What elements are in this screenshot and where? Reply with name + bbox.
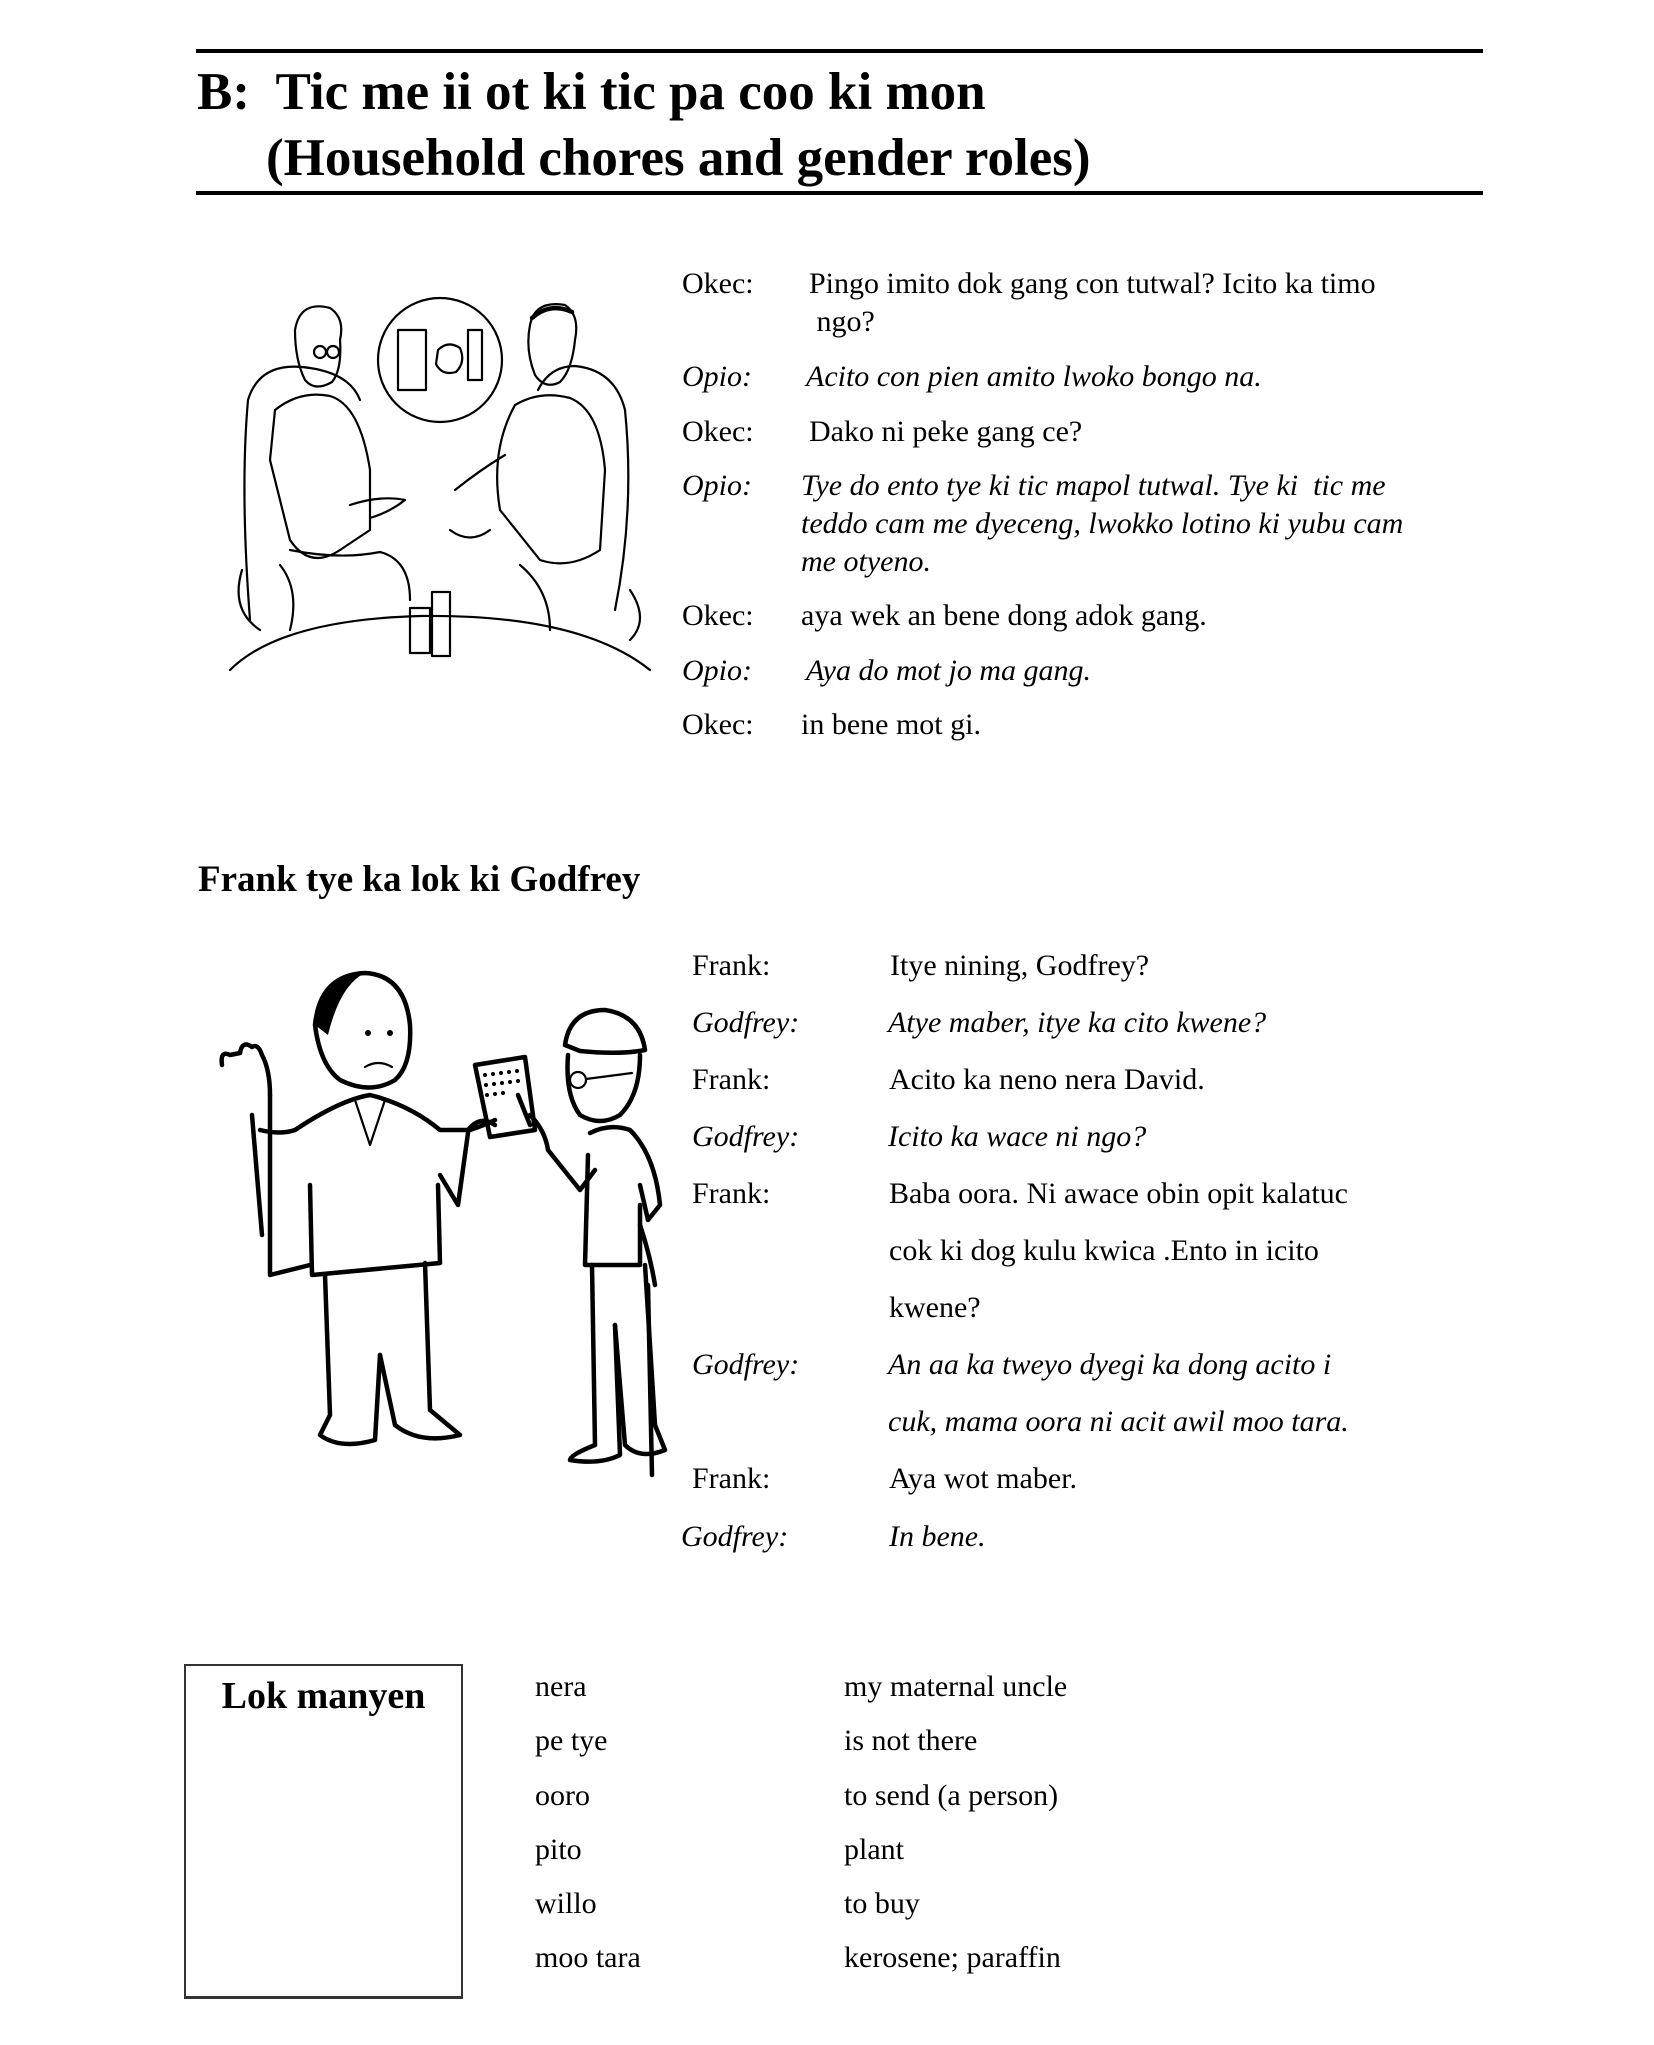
dialogue-line: cuk, mama oora ni acit awil moo tara. <box>888 1405 1349 1438</box>
two-men-with-paper-icon <box>200 955 670 1500</box>
dialogue-line: in bene mot gi. <box>801 708 981 741</box>
speaker-label: Frank: <box>692 1063 771 1096</box>
speaker-label: Opio: <box>682 654 752 687</box>
speaker-label: Okec: <box>682 415 754 448</box>
vocab-meaning: to buy <box>844 1887 920 1920</box>
dialogue-line: Dako ni peke gang ce? <box>809 415 1083 448</box>
dialogue-line: Icito ka wace ni ngo? <box>888 1120 1147 1153</box>
vocabulary-title: Lok manyen <box>221 1675 426 1717</box>
dialogue-line: Aya wot maber. <box>889 1462 1078 1495</box>
vocab-term: moo tara <box>535 1941 641 1974</box>
speaker-label: Frank: <box>692 1177 771 1210</box>
vocabulary-box <box>184 1664 463 1999</box>
speaker-label: Godfrey: <box>692 1348 800 1381</box>
dialogue-line: aya wek an bene dong adok gang. <box>801 599 1207 632</box>
two-men-talking-icon <box>220 290 660 690</box>
speaker-label: Okec: <box>682 708 754 741</box>
speaker-label: Opio: <box>682 360 752 393</box>
dialogue-line: In bene. <box>889 1520 986 1553</box>
vocab-meaning: to send (a person) <box>844 1779 1059 1812</box>
speaker-label: Okec: <box>682 599 754 632</box>
speaker-label: Frank: <box>692 1462 771 1495</box>
vocab-meaning: plant <box>844 1833 904 1866</box>
dialogue-line: Pingo imito dok gang con tutwal? Icito ka timo <box>809 267 1376 300</box>
dialogue-line: ngo? <box>809 305 875 338</box>
page-title-line1: B: Tic me ii ot ki tic pa coo ki mon <box>197 63 986 121</box>
dialogue-line: Atye maber, itye ka cito kwene? <box>888 1006 1267 1039</box>
dialogue-line: kwene? <box>889 1291 981 1324</box>
vocab-term: nera <box>535 1670 587 1703</box>
section-heading: Frank tye ka lok ki Godfrey <box>198 859 641 900</box>
dialogue-line: cok ki dog kulu kwica .Ento in icito <box>889 1234 1319 1267</box>
speaker-label: Godfrey: <box>681 1520 789 1553</box>
dialogue-line: Tye do ento tye ki tic mapol tutwal. Tye ki tic me <box>801 469 1386 502</box>
vocab-meaning: is not there <box>844 1724 978 1757</box>
vocab-term: ooro <box>535 1779 590 1812</box>
speaker-label: Okec: <box>682 267 754 300</box>
speaker-label: Godfrey: <box>692 1006 800 1039</box>
top-rule <box>196 49 1483 53</box>
page-title-line2: (Household chores and gender roles) <box>266 129 1091 187</box>
vocab-term: pito <box>535 1833 582 1866</box>
dialogue-line: Acito con pien amito lwoko bongo na. <box>806 360 1262 393</box>
vocab-meaning: my maternal uncle <box>844 1670 1068 1703</box>
vocab-term: pe tye <box>535 1724 608 1757</box>
dialogue-line: Aya do mot jo ma gang. <box>806 654 1091 687</box>
dialogue-line: Itye nining, Godfrey? <box>890 949 1150 982</box>
bottom-rule <box>196 191 1483 195</box>
dialogue-line: teddo cam me dyeceng, lwokko lotino ki yubu cam <box>801 507 1404 540</box>
dialogue-line: Acito ka neno nera David. <box>889 1063 1205 1096</box>
vocab-term: willo <box>535 1887 597 1920</box>
dialogue-line: me otyeno. <box>801 545 931 578</box>
speaker-label: Frank: <box>692 949 771 982</box>
speaker-label: Opio: <box>682 469 752 502</box>
dialogue-line: An aa ka tweyo dyegi ka dong acito i <box>888 1348 1332 1381</box>
speaker-label: Godfrey: <box>692 1120 800 1153</box>
vocab-meaning: kerosene; paraffin <box>844 1941 1061 1974</box>
dialogue-line: Baba oora. Ni awace obin opit kalatuc <box>889 1177 1348 1210</box>
